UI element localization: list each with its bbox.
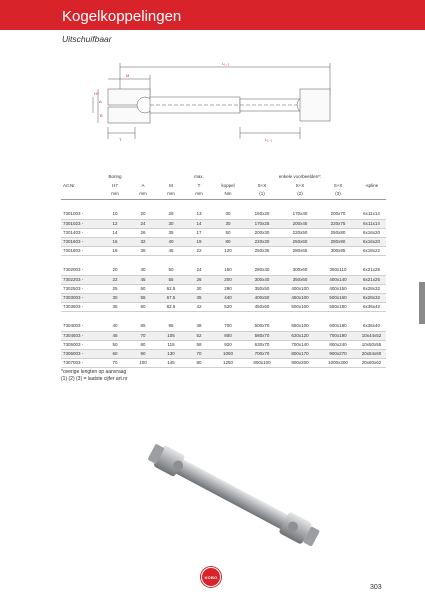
table-row (61, 349, 386, 358)
table-cell: 30 (213, 210, 243, 219)
table-cell: 250x80 (319, 228, 357, 237)
table-row (61, 275, 386, 284)
table-cell: 220x30 (243, 237, 281, 246)
table-cell: 7305003 - (61, 340, 101, 349)
table-cell: 30 (157, 219, 185, 228)
header-sx3: S+X (333, 182, 343, 188)
table-cell: 300x40 (243, 275, 281, 284)
table-cell: 250x60 (281, 237, 319, 246)
table-cell: 520 (213, 302, 243, 311)
table-cell: 550x180 (319, 302, 357, 311)
table-cell: 160 (213, 266, 243, 275)
page-subtitle: Uitschuifbaar (62, 34, 112, 44)
table-row (61, 322, 386, 331)
table-cell: 45 (101, 331, 129, 340)
table-cell: 200 (213, 275, 243, 284)
table-cell: 6x16x20 (357, 228, 386, 237)
table-cell: 280x90 (319, 237, 357, 246)
table-cell: 36 (129, 246, 157, 255)
table-cell: 700 (213, 322, 243, 331)
table-cell: 35 (185, 293, 213, 302)
table-cell: 105 (157, 331, 185, 340)
unit-a: mm (129, 190, 157, 199)
table-row (61, 246, 386, 255)
table-cell: 1050 (213, 349, 243, 358)
table-cell: 145 (157, 358, 185, 367)
table-cell: 920 (213, 340, 243, 349)
table-cell: 350x60 (281, 275, 319, 284)
table-cell: 620x120 (281, 331, 319, 340)
table-cell: 115 (157, 340, 185, 349)
table-group-gap (61, 255, 386, 266)
table-cell: 30 (213, 219, 243, 228)
table-cell: 450x60 (243, 302, 281, 311)
table-cell: 7301403 - (61, 228, 101, 237)
table-cell: 500x160 (319, 293, 357, 302)
table-header-row-2 (61, 181, 386, 190)
drawing-label-l2: L₁₋₂ (265, 137, 273, 142)
table-cell: 7302503 - (61, 284, 101, 293)
table-cell: 6x28x32 (357, 293, 386, 302)
table-cell: 400x50 (243, 293, 281, 302)
table-cell: 90 (129, 349, 157, 358)
table-cell: 80 (129, 340, 157, 349)
table-cell: 200x45 (281, 219, 319, 228)
drawing-label-l1: L₁₋₂ (222, 61, 230, 66)
table-cell: 7301803 - (61, 246, 101, 255)
table-cell: 67.5 (157, 293, 185, 302)
table-cell: 350x110 (319, 266, 357, 275)
table-cell: 42 (185, 302, 213, 311)
table-cell: 800x100 (243, 358, 281, 367)
header-t: T (197, 182, 201, 188)
table-cell: 25 (101, 284, 129, 293)
table-cell: 55 (129, 293, 157, 302)
table-cell: 19 (185, 237, 213, 246)
table-cell: 7302003 - (61, 266, 101, 275)
table-cell: 7304003 - (61, 322, 101, 331)
table-cell: 900x270 (319, 349, 357, 358)
table-row (61, 358, 386, 367)
table-cell: 6x28x32 (357, 284, 386, 293)
table-cell: 550x100 (281, 322, 319, 331)
table-cell: 95 (157, 322, 185, 331)
table-cell: 630x70 (243, 340, 281, 349)
table-cell: 300x95 (319, 246, 357, 255)
table-cell: 700x70 (243, 349, 281, 358)
table-cell: 800x170 (281, 349, 319, 358)
table-cell: 24 (185, 266, 213, 275)
table-cell: 290 (213, 284, 243, 293)
table-cell: 6x18x22 (357, 246, 386, 255)
table-cell: 48 (185, 322, 213, 331)
table-cell: 7303003 - (61, 293, 101, 302)
header-examples: enkele voorbeelden*: (278, 173, 322, 179)
table-cell: 35 (101, 302, 129, 311)
table-cell: 60 (129, 302, 157, 311)
page-number: 303 (370, 584, 382, 591)
table-cell: 170x25 (243, 219, 281, 228)
table-cell: 45 (157, 246, 185, 255)
table-row (61, 219, 386, 228)
table-cell: 220x75 (319, 219, 357, 228)
header-a: A (141, 182, 145, 188)
table-cell: 400x100 (281, 284, 319, 293)
table-cell: 500x70 (243, 322, 281, 331)
table-cell: 900x200 (281, 358, 319, 367)
table-row (61, 266, 386, 275)
table-units-row (61, 190, 386, 199)
header-spline: -spline (364, 182, 379, 188)
table-cell: 40 (157, 237, 185, 246)
header-koppel: koppel (221, 182, 235, 188)
table-cell: 10x50x55 (357, 340, 386, 349)
header-m: M (169, 182, 173, 188)
table-cell: 500x100 (281, 302, 319, 311)
table-row (61, 331, 386, 340)
kobo-logo (201, 567, 221, 587)
table-cell: 170x40 (281, 210, 319, 219)
table-cell: 6x16x20 (357, 237, 386, 246)
table-cell: 82.5 (157, 302, 185, 311)
table-cell: 200x70 (319, 210, 357, 219)
table-cell: 280x65 (281, 246, 319, 255)
table-cell: 35 (157, 228, 185, 237)
table-cell: 13 (185, 210, 213, 219)
logo-text: KOBO (204, 575, 218, 580)
drawing-label-a: A (99, 99, 102, 104)
table-cell: 130 (157, 349, 185, 358)
table-cell: 120 (213, 246, 243, 255)
table-cell: 7304503 - (61, 331, 101, 340)
table-cell: 80 (213, 237, 243, 246)
table-cell: 700x190 (319, 331, 357, 340)
table-cell: 20 (129, 210, 157, 219)
product-image (140, 440, 330, 555)
table-cell: 1250 (213, 358, 243, 367)
table-cell: 300x60 (281, 266, 319, 275)
table-cell: 55 (157, 275, 185, 284)
table-cell: 20x54x60 (357, 349, 386, 358)
table-cell: 7307003 - (61, 358, 101, 367)
table-row (61, 340, 386, 349)
table-cell: 1000x300 (319, 358, 357, 367)
table-cell: 800 (213, 331, 243, 340)
page-header (0, 0, 425, 30)
drawing-label-m: M (126, 73, 130, 78)
table-cell: 200x30 (243, 228, 281, 237)
table-cell: 70 (185, 349, 213, 358)
table-cell: 24 (129, 219, 157, 228)
header-artnr: Art.Nr. (63, 182, 76, 188)
table-cell: 45 (129, 275, 157, 284)
page-title: Kogelkoppelingen (62, 8, 182, 25)
table-cell: 6x11x14 (357, 210, 386, 219)
table-cell: 20 (101, 266, 129, 275)
table-cell: 220x50 (281, 228, 319, 237)
subheader-1: (1) (243, 190, 281, 199)
unit-koppel: Nm (213, 190, 243, 199)
header-boring: Boring (108, 173, 122, 179)
table-row (61, 237, 386, 246)
table-cell: 800x240 (319, 340, 357, 349)
table-cell: 70 (129, 331, 157, 340)
table-cell: 30 (101, 293, 129, 302)
table-cell: 65 (129, 322, 157, 331)
table-cell: 7303503 - (61, 302, 101, 311)
table-cell: 14 (185, 219, 213, 228)
table-cell: 50 (101, 340, 129, 349)
table-cell: 12 (101, 219, 129, 228)
table-cell: 450x100 (281, 293, 319, 302)
table-cell: 700x140 (281, 340, 319, 349)
table-cell: 440 (213, 293, 243, 302)
table-cell: 100 (129, 358, 157, 367)
footnote (61, 369, 128, 382)
footnote-line-2: (1) (2) (3) = laatste cijfer art.nr (61, 375, 128, 382)
subheader-3: (3) (319, 190, 357, 199)
table-cell: 6x36x42 (357, 302, 386, 311)
table-cell: 7302203 - (61, 275, 101, 284)
drawing-label-h7: H7 (94, 91, 100, 96)
table-cell: 10x44x52 (357, 331, 386, 340)
table-header-row-1 (61, 172, 386, 181)
table-cell: 6x21x25 (357, 275, 386, 284)
table-row (61, 210, 386, 219)
table-cell: 6x36x40 (357, 322, 386, 331)
table-cell: 7301003 - (61, 210, 101, 219)
header-max: max. (194, 173, 204, 179)
table-row (61, 284, 386, 293)
subheader-2: (2) (281, 190, 319, 199)
unit-h7: mm (101, 190, 129, 199)
table-cell: 60 (101, 349, 129, 358)
table-cell: 50 (213, 228, 243, 237)
table-row (61, 302, 386, 311)
table-cell: 150x20 (243, 210, 281, 219)
table-cell: 18 (101, 246, 129, 255)
footnote-line-1: *overige lengten op aanvraag (61, 369, 127, 375)
table-group-gap (61, 311, 386, 322)
table-group-gap (61, 199, 386, 210)
table-cell: 400x150 (319, 284, 357, 293)
table-cell: 70 (101, 358, 129, 367)
table-cell: 58 (185, 340, 213, 349)
unit-m: mm (157, 190, 185, 199)
technical-drawing (90, 55, 340, 150)
table-cell: 20x60x62 (357, 358, 386, 367)
table-cell: 80 (185, 358, 213, 367)
unit-t: mm (185, 190, 213, 199)
table-cell: 28 (157, 210, 185, 219)
header-h7: H7 (112, 182, 118, 188)
table-cell: 400x140 (319, 275, 357, 284)
table-cell: 280x40 (243, 266, 281, 275)
table-cell: 26 (185, 275, 213, 284)
table-row (61, 228, 386, 237)
table-cell: 16 (101, 237, 129, 246)
table-cell: 52 (185, 331, 213, 340)
table-cell: 6x21x25 (357, 266, 386, 275)
spec-table (61, 172, 386, 368)
table-cell: 30 (185, 284, 213, 293)
table-cell: 250x35 (243, 246, 281, 255)
table-cell: 40 (101, 322, 129, 331)
table-cell: 580x70 (243, 331, 281, 340)
table-cell: 32 (129, 237, 157, 246)
table-cell: 350x50 (243, 284, 281, 293)
table-cell: 600x180 (319, 322, 357, 331)
table-cell: 17 (185, 228, 213, 237)
drawing-label-t: T (119, 137, 122, 142)
table-cell: 22 (101, 275, 129, 284)
drawing-label-b: B (100, 113, 103, 118)
table-row (61, 293, 386, 302)
table-cell: 22 (185, 246, 213, 255)
table-cell: 26 (129, 228, 157, 237)
header-sx1: S+X (257, 182, 267, 188)
table-cell: 50 (157, 266, 185, 275)
table-cell: 40 (129, 266, 157, 275)
header-sx2: S+X (295, 182, 305, 188)
table-cell: 10 (101, 210, 129, 219)
side-tab-marker (419, 282, 425, 324)
table-cell: 7306003 - (61, 349, 101, 358)
table-cell: 50 (129, 284, 157, 293)
table-cell: 14 (101, 228, 129, 237)
table-cell: 62.5 (157, 284, 185, 293)
table-cell: 7301023 - (61, 219, 101, 228)
table-cell: 7301603 - (61, 237, 101, 246)
table-cell: 6x11x14 (357, 219, 386, 228)
